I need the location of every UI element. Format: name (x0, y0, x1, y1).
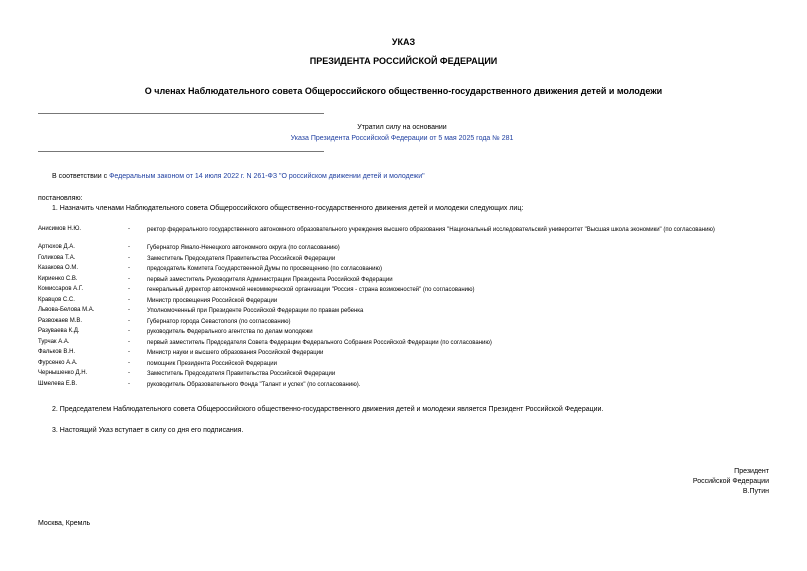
member-dash: - (128, 328, 130, 334)
member-row (38, 276, 738, 287)
member-position: Губернатор Ямало-Ненецкого автономного округа (по согласованию) (147, 245, 340, 251)
member-dash: - (128, 265, 130, 271)
member-name: Анисимов Н.Ю. (38, 226, 82, 232)
member-row (38, 328, 738, 339)
member-position: Заместитель Председателя Правительства Российской Федерации (147, 371, 336, 377)
member-name: Шмелева Е.В. (38, 380, 78, 387)
member-row (38, 360, 738, 371)
member-row (38, 318, 738, 329)
member-position: помощник Президента Российской Федерации (147, 360, 277, 367)
decree-subject: О членах Наблюдательного совета Общероссийского общественно-государственного движения детей и молодежи (144, 86, 663, 96)
member-position: Уполномоченный при Президенте Российской Федерации по правам ребенка (147, 308, 364, 314)
member-dash: - (128, 307, 130, 313)
member-position: ректор федерального государственного автономного образовательного учреждения высшего образования "Национальный исследовательский университет "Высшая школа экономики" (по согласованию) (147, 227, 715, 233)
member-dash: - (128, 359, 130, 366)
member-position: руководитель Образовательного Фонда "Талант и успех" (по согласованию). (147, 381, 361, 388)
member-name: Разуваева К.Д. (38, 328, 80, 334)
member-position: Министр науки и высшего образования Российской Федерации (147, 350, 324, 356)
member-name: Львова-Белова М.А. (38, 307, 95, 313)
member-name: Фурсенко А.А. (38, 359, 78, 366)
divider-top (38, 113, 324, 114)
decree-title: УКАЗ (391, 37, 416, 47)
member-row (38, 339, 738, 350)
signature-country: Российской Федерации (692, 478, 769, 485)
member-name: Кириенко С.В. (38, 275, 78, 282)
member-dash: - (128, 244, 130, 250)
member-dash: - (128, 380, 130, 387)
member-name: Чернышенко Д.Н. (38, 370, 88, 376)
item-2: 2. Председателем Наблюдательного совета Общероссийского общественно-государственного движения детей и молодежи является Президент Российской Федерации. (52, 406, 604, 413)
member-position: Министр просвещения Российской Федерации (147, 297, 278, 304)
member-dash: - (128, 226, 130, 232)
member-row (38, 297, 738, 308)
member-position: руководитель Федерального агентства по делам молодежи (147, 329, 313, 335)
member-name: Кравцов С.С. (38, 296, 75, 303)
member-name: Турчак А.А. (38, 338, 70, 345)
member-row (38, 307, 738, 318)
preamble-prefix: В соответствии с (52, 173, 110, 180)
law-link[interactable]: Федеральным законом от 14 июля 2022 г. N 261-ФЗ "О российском движении детей и молодежи" (109, 173, 425, 180)
member-row (38, 381, 738, 392)
member-row (38, 226, 738, 244)
decree-word: постановляю: (38, 195, 83, 202)
item-3: 3. Настоящий Указ вступает в силу со дня его подписания. (52, 427, 244, 434)
member-dash: - (128, 296, 130, 303)
member-dash: - (128, 370, 130, 376)
status-note: Утратил силу на основании (357, 124, 447, 131)
status-link[interactable]: Указа Президента Российской Федерации от 5 мая 2025 года № 281 (290, 135, 514, 142)
item-1: 1. Назначить членами Наблюдательного совета Общероссийского общественно-государственного движения детей и молодежи следующих лиц: (52, 205, 524, 212)
signing-place: Москва, Кремль (38, 520, 91, 527)
signature-name: В.Путин (742, 488, 769, 495)
member-row (38, 349, 738, 360)
member-name: Казакова О.М. (38, 265, 79, 271)
divider-bottom (38, 151, 324, 152)
decree-issuer: ПРЕЗИДЕНТА РОССИЙСКОЙ ФЕДЕРАЦИИ (309, 56, 498, 66)
member-dash: - (128, 317, 130, 324)
member-position: Губернатор города Севастополя (по согласованию) (147, 318, 291, 325)
member-row (38, 244, 738, 255)
member-dash: - (128, 286, 130, 292)
member-name: Комиссаров А.Г. (38, 286, 84, 292)
member-position: Заместитель Председателя Правительства Российской Федерации (147, 255, 336, 262)
member-row (38, 265, 738, 276)
member-dash: - (128, 338, 130, 345)
member-position: первый заместитель Председателя Совета Федерации Федерального Собрания Российской Федерации (по согласованию) (147, 339, 492, 346)
member-row (38, 286, 738, 297)
member-row (38, 255, 738, 266)
preamble (52, 173, 425, 180)
member-position: генеральный директор автономной некоммерческой организации "Россия - страна возможностей" (по согласованию) (147, 287, 475, 293)
member-dash: - (128, 349, 130, 355)
member-dash: - (128, 254, 130, 261)
member-name: Фальков В.Н. (38, 349, 76, 355)
members-list (38, 226, 738, 391)
member-position: председатель Комитета Государственной Думы по просвещению (по согласованию) (147, 266, 382, 272)
signature-title: Президент (734, 468, 769, 475)
member-name: Артюхов Д.А. (38, 244, 75, 250)
member-name: Голикова Т.А. (38, 254, 76, 261)
member-dash: - (128, 275, 130, 282)
member-row (38, 370, 738, 381)
member-position: первый заместитель Руководителя Администрации Президента Российской Федерации (147, 276, 393, 283)
member-name: Развожаев М.В. (38, 317, 83, 324)
